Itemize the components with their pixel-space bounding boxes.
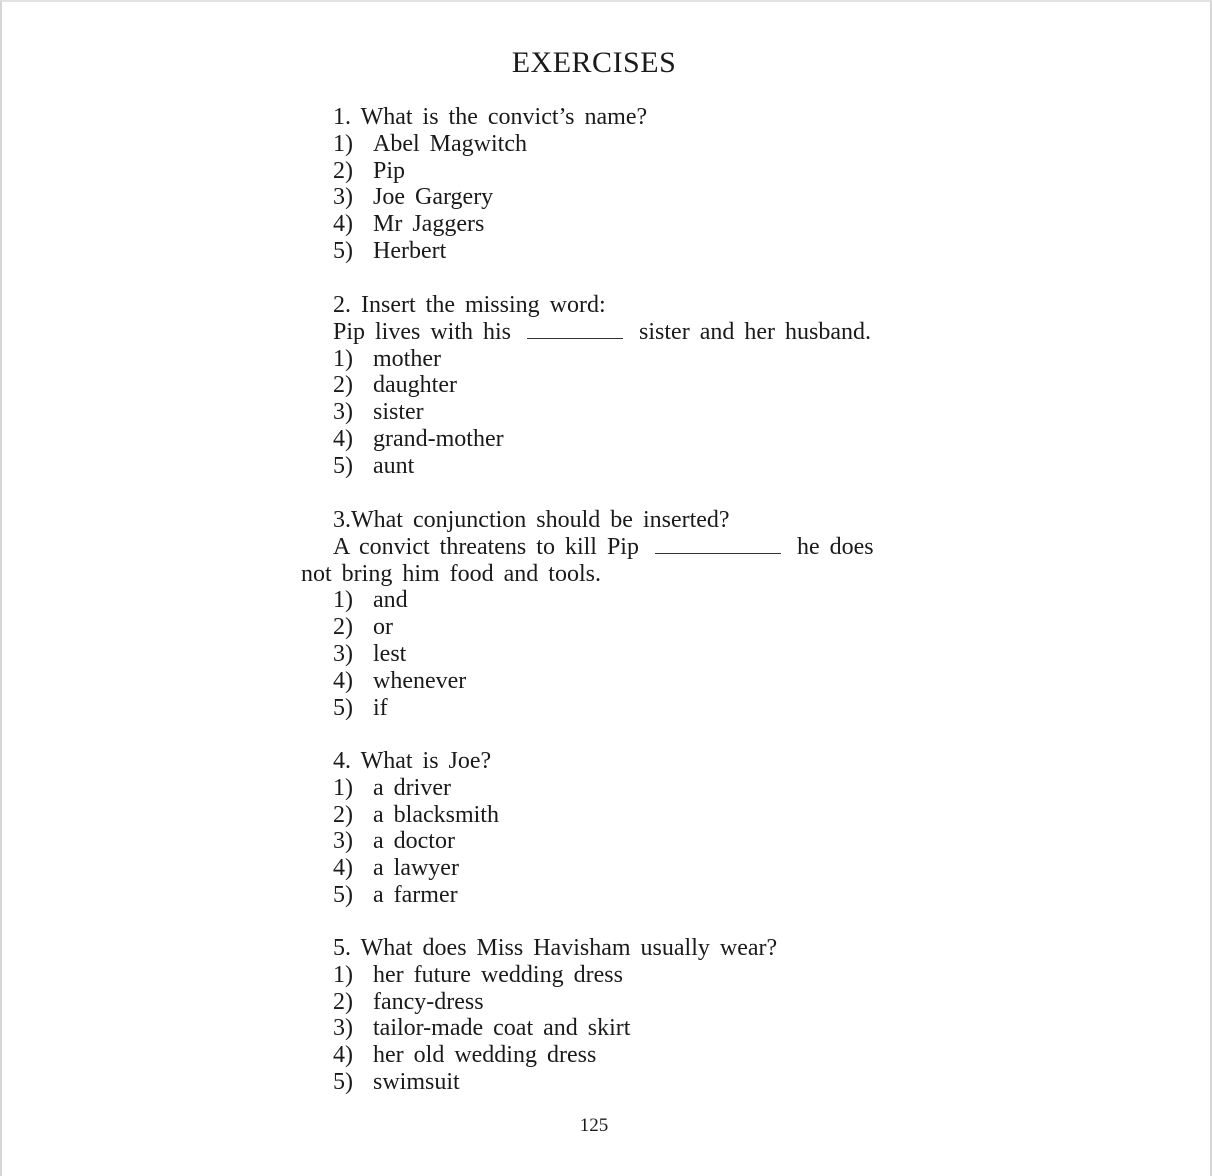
question-sentence (333, 534, 874, 561)
option-number: 2) (333, 988, 353, 1015)
answer-option (333, 989, 777, 1016)
answer-option (333, 1069, 777, 1096)
question-4 (333, 748, 499, 909)
answer-option (333, 372, 871, 399)
option-text: lest (373, 640, 407, 667)
answer-option (333, 641, 874, 668)
answer-option (333, 775, 499, 802)
option-number: 4) (333, 1042, 353, 1069)
option-text: a farmer (373, 881, 458, 908)
sentence-after-blank: sister and her husband. (639, 318, 871, 345)
option-number: 5) (333, 694, 353, 721)
answer-option (333, 614, 874, 641)
option-number: 3) (333, 1015, 353, 1042)
option-number: 4) (333, 211, 353, 238)
answer-option (333, 453, 871, 480)
option-number: 1) (333, 345, 353, 372)
question-sentence (333, 319, 871, 346)
answer-option (333, 828, 499, 855)
option-text: a blacksmith (373, 801, 499, 828)
question-3 (301, 507, 874, 721)
option-text: a doctor (373, 828, 455, 855)
answer-option (333, 802, 499, 829)
answer-blank (655, 535, 781, 554)
option-text: tailor-made coat and skirt (373, 1015, 631, 1042)
answer-option (333, 131, 647, 158)
option-number: 1) (333, 130, 353, 157)
option-number: 3) (333, 399, 353, 426)
answer-option (333, 1042, 777, 1069)
answer-option (333, 855, 499, 882)
answer-option (333, 399, 871, 426)
answer-option (333, 426, 871, 453)
question-prompt: 5. What does Miss Havisham usually wear? (333, 935, 778, 961)
sentence-before-blank: Pip lives with his (333, 318, 512, 345)
option-text: and (373, 587, 408, 614)
answer-option (333, 882, 499, 909)
option-number: 1) (333, 774, 353, 801)
answer-option (333, 184, 647, 211)
option-number: 2) (333, 372, 353, 399)
answer-option (333, 158, 647, 185)
option-number: 5) (333, 881, 353, 908)
option-text: fancy-dress (373, 988, 484, 1015)
option-text: mother (373, 345, 441, 372)
option-number: 3) (333, 184, 353, 211)
option-text: Abel Magwitch (373, 130, 527, 157)
option-text: whenever (373, 667, 467, 694)
option-number: 4) (333, 855, 353, 882)
option-number: 5) (333, 237, 353, 264)
question-prompt: 3.What conjunction should be inserted? (333, 507, 730, 533)
question-1 (333, 104, 647, 265)
option-number: 2) (333, 801, 353, 828)
answer-option (333, 668, 874, 695)
option-text: sister (373, 399, 424, 426)
option-text: Herbert (373, 237, 447, 264)
question-prompt: 4. What is Joe? (333, 748, 492, 774)
page-title: EXERCISES (511, 46, 677, 79)
option-text: Mr Jaggers (373, 211, 485, 238)
question-2 (333, 292, 871, 480)
sentence-after-blank: he does (796, 533, 874, 560)
question-sentence-continued: not bring him food and tools. (301, 560, 601, 587)
question-5 (333, 935, 777, 1096)
option-text: if (373, 694, 388, 721)
option-number: 4) (333, 425, 353, 452)
option-number: 5) (333, 452, 353, 479)
option-number: 2) (333, 157, 353, 184)
answer-option (333, 346, 871, 373)
option-text: swimsuit (373, 1068, 460, 1095)
sentence-before-blank: A convict threatens to kill Pip (333, 533, 639, 560)
option-text: her future wedding dress (373, 961, 623, 988)
answer-option (333, 587, 874, 614)
option-number: 3) (333, 640, 353, 667)
answer-blank (527, 320, 623, 339)
answer-option (333, 211, 647, 238)
answer-option (333, 962, 777, 989)
answer-option (333, 238, 647, 265)
question-prompt: 2. Insert the missing word: (333, 292, 606, 318)
option-number: 5) (333, 1068, 353, 1095)
option-number: 3) (333, 828, 353, 855)
page-number: 125 (579, 1115, 609, 1136)
option-text: aunt (373, 452, 415, 479)
option-text: or (373, 614, 393, 641)
option-text: grand-mother (373, 425, 504, 452)
option-text: her old wedding dress (373, 1042, 597, 1069)
option-text: a lawyer (373, 855, 459, 882)
option-text: Joe Gargery (373, 184, 494, 211)
question-prompt: 1. What is the convict’s name? (333, 104, 648, 130)
answer-option (333, 695, 874, 722)
option-number: 4) (333, 667, 353, 694)
answer-option (333, 1015, 777, 1042)
option-text: a driver (373, 774, 451, 801)
option-text: Pip (373, 157, 406, 184)
option-number: 1) (333, 587, 353, 614)
option-number: 1) (333, 961, 353, 988)
option-number: 2) (333, 614, 353, 641)
option-text: daughter (373, 372, 457, 399)
